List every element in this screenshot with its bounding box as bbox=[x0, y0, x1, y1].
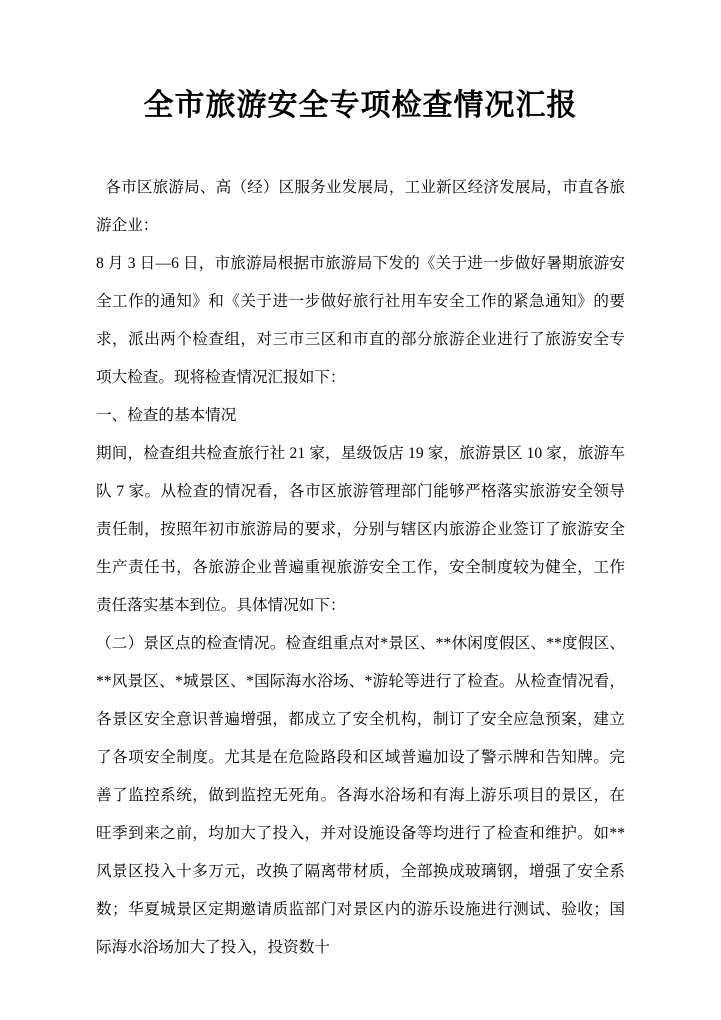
paragraph-basic-situation: 期间，检查组共检查旅行社 21 家，星级饭店 19 家，旅游景区 10 家，旅游车队 7 家。从检查的情况看，各市区旅游管理部门能够严格落实旅游安全领导责任制，按照年初市旅游局的要求，分别与辖区内旅游企业签订了旅游安全生产责任书，各旅游企业普遍重视旅游安全工作，安全制度较为健全，工作责任落实基本到位。具体情况如下： bbox=[96, 444, 625, 614]
paragraph-salutation: 各市区旅游局、高（经）区服务业发展局，工业新区经济发展局，市直各旅游企业： bbox=[96, 178, 625, 234]
paragraph-section-heading: 一、检查的基本情况 bbox=[96, 406, 237, 424]
paragraph-scenic-area-inspection: （二）景区点的检查情况。检查组重点对*景区、**休闲度假区、**度假区、**风景区、*城景区、*国际海水浴场、*游轮等进行了检查。从检查情况看，各景区安全意识普遍增强，都成立了安全机构，制订了安全应急预案，建立了各项安全制度。尤其是在危险路段和区域普遍加设了警示牌和告知牌。完善了监控系统，做到监控无死角。各海水浴场和有海上游乐项目的景区，在旺季到来之前，均加大了投入，并对设施设备等均进行了检查和维护。如**风景区投入十多万元，改换了隔离带材质，全部换成玻璃钢，增强了安全系数；华夏城景区定期邀请质监部门对景区内的游乐设施进行测试、验收；国际海水浴场加大了投入，投资数十 bbox=[96, 634, 625, 956]
paragraph-intro: 8 月 3 日—6 日，市旅游局根据市旅游局下发的《关于进一步做好暑期旅游安全工作的通知》和《关于进一步做好旅行社用车安全工作的紧急通知》的要求，派出两个检查组，对三市三区和市直的部分旅游企业进行了旅游安全专项大检查。现将检查情况汇报如下： bbox=[96, 254, 625, 386]
document-title: 全市旅游安全专项检查情况汇报 bbox=[143, 89, 578, 122]
